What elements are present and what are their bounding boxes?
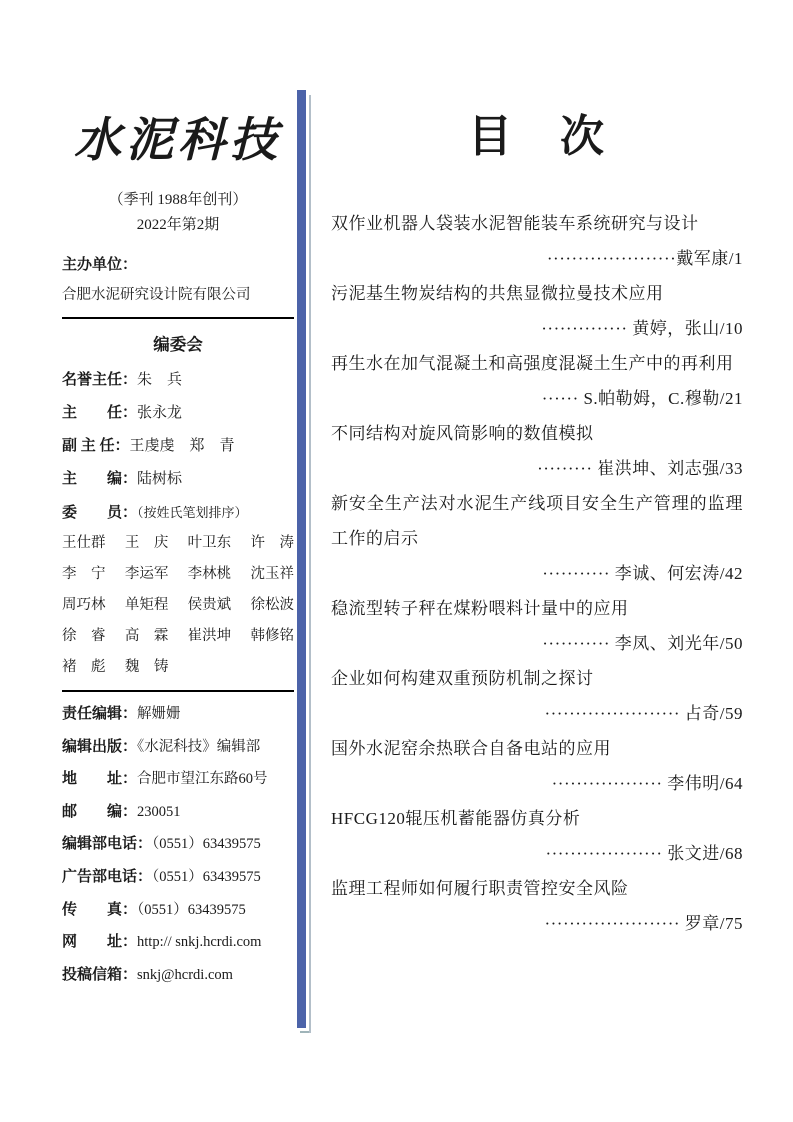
member-name: 王 庆 xyxy=(124,535,169,551)
info-value: 解姗姗 xyxy=(137,706,181,722)
role-row-director xyxy=(62,397,294,430)
member-name: 侯贵斌 xyxy=(187,597,232,613)
member-name: 单矩程 xyxy=(124,597,169,613)
info-row-responsible-editor xyxy=(62,698,294,731)
member-name-spacer xyxy=(250,657,294,678)
vertical-accent-bar xyxy=(297,90,306,1028)
info-label: 编辑部电话： xyxy=(62,836,153,853)
toc-column xyxy=(331,100,743,941)
toc-entry-author: ·············· 黄婷，张山/10 xyxy=(541,319,743,338)
toc-entry-title: 国外水泥窑余热联合自备电站的应用 xyxy=(331,739,611,758)
journal-subtitle: （季刊 1988年创刊） xyxy=(108,192,248,208)
info-label: 传 真： xyxy=(62,901,138,918)
info-value: 230051 xyxy=(137,803,181,820)
role-value: 王虔虔 郑 青 xyxy=(129,438,235,454)
committee-members-grid xyxy=(62,533,294,678)
role-label: 副 主 任： xyxy=(62,438,130,454)
toc-entry-author: ······················ 占奇/59 xyxy=(544,704,743,723)
toc-entry xyxy=(331,486,743,591)
member-name: 李林桃 xyxy=(187,566,232,582)
info-value: 合肥市望江东路60号 xyxy=(137,771,268,788)
toc-entry xyxy=(331,661,743,731)
role-label: 名誉主任： xyxy=(62,372,138,388)
member-name: 徐松波 xyxy=(250,597,294,613)
toc-list xyxy=(331,206,743,941)
info-label: 广告部电话： xyxy=(62,868,153,885)
toc-title: 目 次 xyxy=(468,112,606,161)
role-label: 主 编： xyxy=(62,471,138,487)
member-name: 周巧林 xyxy=(62,597,106,613)
toc-entry-author: ·················· 李伟明/64 xyxy=(551,774,743,793)
role-row-committee xyxy=(62,496,294,530)
member-name: 魏 铸 xyxy=(124,659,169,675)
divider-bottom xyxy=(62,690,294,692)
toc-entry-title: 稳流型转子秤在煤粉喂料计量中的应用 xyxy=(331,599,629,618)
organizer-name: 合肥水泥研究设计院有限公司 xyxy=(62,287,251,303)
toc-entry-author: ········· 崔洪坤、刘志强/33 xyxy=(537,459,743,478)
toc-entry-title: 企业如何构建双重预防机制之探讨 xyxy=(331,669,594,688)
toc-entry xyxy=(331,731,743,801)
info-value: （0551）63439575 xyxy=(152,868,261,885)
toc-entry-title: 污泥基生物炭结构的共焦显微拉曼技术应用 xyxy=(331,284,664,303)
info-value: http:// snkj.hcrdi.com xyxy=(137,934,262,951)
toc-entry xyxy=(331,276,743,346)
member-name: 叶卫东 xyxy=(187,535,232,551)
toc-entry-title: 不同结构对旋风筒影响的数值模拟 xyxy=(331,424,594,443)
toc-entry-author: ·····················戴军康/1 xyxy=(546,249,743,268)
info-label: 编辑出版： xyxy=(62,738,138,755)
info-row-submission-email xyxy=(62,959,294,992)
toc-entry-title: 再生水在加气混凝土和高强度混凝土生产中的再利用 xyxy=(331,354,734,373)
member-name-spacer xyxy=(188,657,232,678)
toc-entry-title: 新安全生产法对水泥生产线项目安全生产管理的监理工作的启示 xyxy=(331,494,743,548)
member-name: 许 涛 xyxy=(250,535,294,551)
info-value: 《水泥科技》编辑部 xyxy=(137,738,261,755)
role-row-deputy-director xyxy=(62,430,294,463)
journal-title: 水泥科技 xyxy=(74,115,282,167)
toc-entry xyxy=(331,416,743,486)
member-name: 李运军 xyxy=(124,566,169,582)
editorial-board-roles xyxy=(62,364,294,530)
info-value: （0551）63439575 xyxy=(137,901,246,918)
organizer-label: 主办单位： xyxy=(62,257,138,273)
toc-entry-title: 双作业机器人袋装水泥智能装车系统研究与设计 xyxy=(331,214,699,233)
toc-entry-author: ······ S.帕勒姆，C.穆勒/21 xyxy=(541,389,743,408)
toc-entry xyxy=(331,871,743,941)
toc-entry xyxy=(331,591,743,661)
member-name: 李 宁 xyxy=(62,566,106,582)
role-value: 陆树标 xyxy=(137,471,183,487)
role-row-chief-editor xyxy=(62,463,294,496)
member-name: 褚 彪 xyxy=(62,659,106,675)
toc-entry-author: ······················ 罗章/75 xyxy=(544,914,743,933)
toc-entry-title: HFCG120辊压机蓄能器仿真分析 xyxy=(331,809,581,828)
member-name: 韩修铭 xyxy=(250,628,294,644)
member-name: 高 霖 xyxy=(124,628,169,644)
toc-entry xyxy=(331,346,743,416)
info-label: 责任编辑： xyxy=(62,706,138,722)
role-value: 朱 兵 xyxy=(137,372,183,388)
member-name: 崔洪坤 xyxy=(187,628,232,644)
info-row-publisher xyxy=(62,731,294,764)
role-row-honorary-director xyxy=(62,364,294,397)
role-value: （按姓氏笔划排序） xyxy=(137,505,248,520)
member-name: 王仕群 xyxy=(62,535,106,551)
role-label: 主 任： xyxy=(62,405,138,421)
toc-entry-author: ··········· 李凤、刘光年/50 xyxy=(542,634,743,653)
publication-info xyxy=(62,698,294,991)
toc-entry-author: ··················· 张文进/68 xyxy=(545,844,743,863)
info-row-address xyxy=(62,763,294,796)
toc-entry xyxy=(331,206,743,276)
masthead-column xyxy=(62,100,294,991)
divider-top xyxy=(62,317,294,319)
role-value: 张永龙 xyxy=(137,405,183,421)
info-label: 投稿信箱： xyxy=(62,966,138,983)
role-label: 委 员： xyxy=(62,505,138,521)
info-row-postcode xyxy=(62,796,294,829)
info-label: 地 址： xyxy=(62,771,138,788)
info-label: 网 址： xyxy=(62,934,138,951)
toc-entry-title: 监理工程师如何履行职责管控安全风险 xyxy=(331,879,629,898)
toc-entry xyxy=(331,801,743,871)
member-name: 沈玉祥 xyxy=(250,566,294,582)
info-value: snkj@hcrdi.com xyxy=(137,966,233,983)
editorial-board-title: 编委会 xyxy=(153,335,203,354)
info-row-fax xyxy=(62,894,294,927)
info-label: 邮 编： xyxy=(62,803,138,820)
member-name: 徐 睿 xyxy=(62,628,106,644)
info-row-editorial-phone xyxy=(62,828,294,861)
journal-issue: 2022年第2期 xyxy=(136,217,220,233)
info-row-website xyxy=(62,926,294,959)
info-value: （0551）63439575 xyxy=(152,836,261,853)
toc-entry-author: ··········· 李诚、何宏涛/42 xyxy=(542,564,743,583)
info-row-ad-phone xyxy=(62,861,294,894)
